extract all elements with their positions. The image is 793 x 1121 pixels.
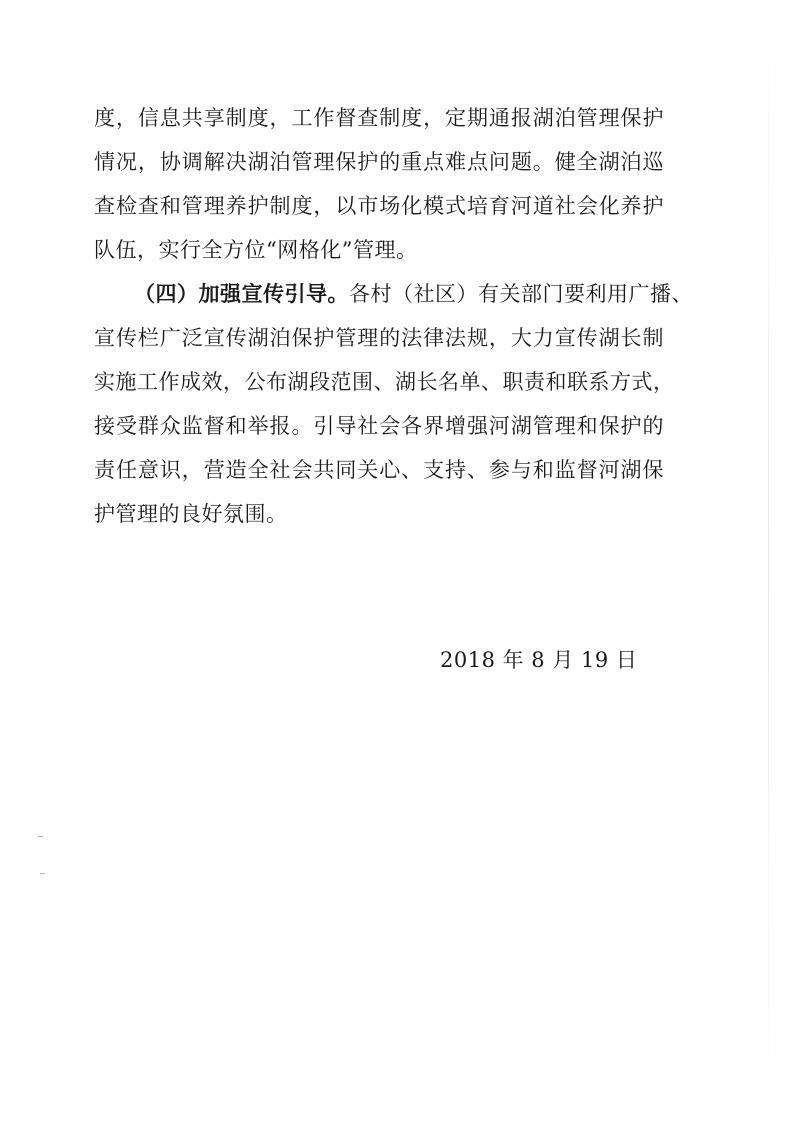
document-date: 2018 年 8 月 19 日	[440, 648, 638, 672]
paragraph-2-line-1-text: 各村（社区）有关部门要利用广播、	[349, 282, 693, 306]
paragraph-1-line-2: 情况，协调解决湖泊管理保护的重点难点问题。健全湖泊巡	[94, 150, 664, 174]
paragraph-1-line-4: 队伍，实行全方位“网格化”管理。	[94, 238, 418, 262]
paragraph-1-line-1: 度，信息共享制度，工作督查制度，定期通报湖泊管理保护	[94, 106, 664, 130]
section-heading: （四）加强宣传引导。	[134, 281, 349, 306]
scan-edge-shadow	[768, 30, 769, 1090]
paragraph-2-line-6: 护管理的良好氛围。	[94, 502, 288, 526]
paragraph-1-line-3: 查检查和管理养护制度，以市场化模式培育河道社会化养护	[94, 194, 664, 218]
scan-speck	[38, 836, 43, 837]
paragraph-2-line-4: 接受群众监督和举报。引导社会各界增强河湖管理和保护的	[94, 414, 664, 438]
scan-speck	[40, 873, 45, 874]
paragraph-2-line-5: 责任意识，营造全社会共同关心、支持、参与和监督河湖保	[94, 458, 664, 482]
paragraph-2-line-3: 实施工作成效，公布湖段范围、湖长名单、职责和联系方式，	[94, 370, 675, 394]
paragraph-2-line-1	[134, 277, 693, 311]
paragraph-2-line-2: 宣传栏广泛宣传湖泊保护管理的法律法规，大力宣传湖长制	[94, 326, 664, 350]
